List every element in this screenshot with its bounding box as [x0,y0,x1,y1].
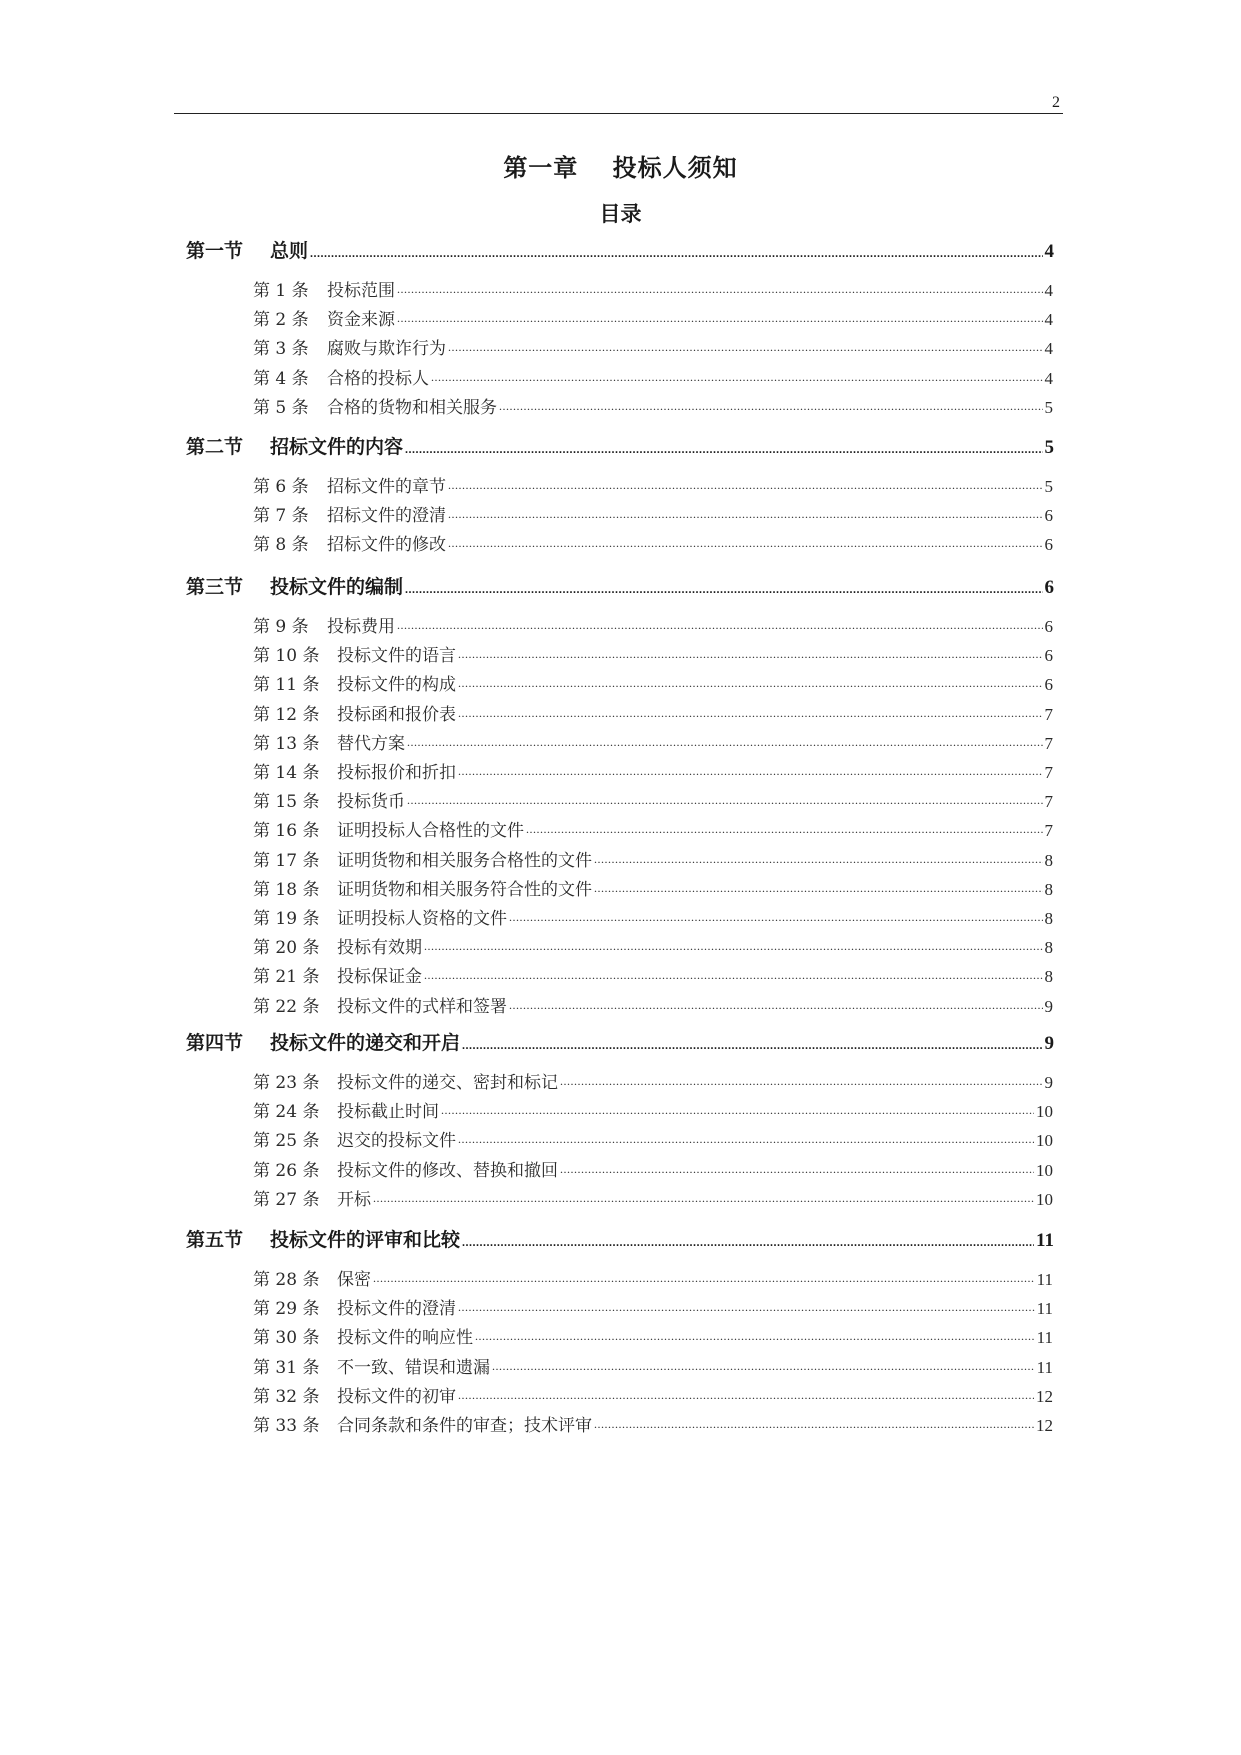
toc-dot-leader [397,311,1043,329]
toc-article-page: 6 [1044,535,1053,555]
toc-article-entry[interactable] [253,530,1053,554]
toc-article-number: 第 7 条 [253,506,309,526]
toc-article-entry[interactable] [253,501,1053,525]
toc-article-number: 第 6 条 [253,477,309,496]
toc-section-page: 4 [1044,241,1054,262]
header-rule [174,113,1063,114]
toc-article-entry[interactable] [253,1294,1053,1318]
toc-article-page: 8 [1044,879,1053,899]
toc-article-number: 第 11 条 [253,675,320,695]
toc-article-page: 11 [1036,1270,1053,1289]
toc-article-entry[interactable] [253,1126,1053,1150]
toc-article-number: 第 3 条 [253,339,309,359]
toc-article-entry[interactable] [253,904,1053,928]
toc-article-title: 投标报价和折扣 [337,763,456,782]
toc-dot-leader [526,822,1043,840]
toc-section-number: 第五节 [186,1229,244,1251]
toc-dot-leader [509,910,1043,928]
toc-dot-leader [458,676,1043,694]
toc-dot-leader [448,478,1043,496]
toc-article-entry[interactable] [253,1323,1053,1347]
toc-article-page: 4 [1044,368,1053,388]
toc-article-entry[interactable] [253,846,1053,870]
toc-article-page: 10 [1036,1160,1053,1180]
toc-article-page: 7 [1044,704,1053,724]
toc-article-title: 招标文件的章节 [327,477,446,496]
toc-article-title: 招标文件的修改 [327,535,446,555]
toc-dot-leader [441,1103,1034,1121]
toc-article-page: 7 [1044,733,1053,753]
toc-article-number: 第 5 条 [253,397,309,417]
toc-article-entry[interactable] [253,472,1053,496]
toc-article-title: 投标截止时间 [337,1102,439,1122]
toc-article-number: 第 15 条 [253,792,320,812]
toc-section-page: 6 [1044,577,1054,598]
toc-article-entry[interactable] [253,393,1053,417]
toc-article-entry[interactable] [253,1097,1053,1121]
toc-article-number: 第 25 条 [253,1131,320,1151]
toc-article-title: 合同条款和条件的审查；技术评审 [337,1416,592,1435]
toc-article-title: 投标文件的式样和签署 [337,996,507,1016]
toc-section-number: 第三节 [186,576,244,598]
toc-article-page: 5 [1044,397,1053,417]
toc-article-title: 招标文件的澄清 [327,506,446,526]
toc-section-entry[interactable] [186,1028,1054,1056]
toc-article-entry[interactable] [253,276,1053,300]
toc-article-page: 4 [1044,339,1053,359]
toc-section-number: 第一节 [186,240,244,262]
toc-section-entry[interactable] [186,572,1054,600]
toc-dot-leader [458,1388,1034,1406]
toc-dot-leader [424,968,1043,986]
toc-article-title: 开标 [337,1189,371,1209]
toc-section-number: 第二节 [186,436,244,458]
toc-section-title: 总则 [270,240,309,262]
toc-section-page: 9 [1044,1033,1054,1054]
toc-article-number: 第 20 条 [253,938,320,958]
toc-article-entry[interactable] [253,729,1053,753]
toc-dot-leader [448,340,1043,358]
toc-article-title: 不一致、错误和遗漏 [337,1357,490,1377]
toc-section-entry[interactable] [186,1225,1054,1253]
toc-article-number: 第 2 条 [253,310,309,330]
toc-dot-leader [431,370,1043,388]
toc-article-page: 6 [1044,617,1053,636]
toc-article-number: 第 31 条 [253,1357,320,1377]
toc-article-page: 4 [1044,281,1053,300]
toc-article-title: 投标文件的初审 [337,1386,456,1406]
toc-article-number: 第 19 条 [253,909,320,928]
page-number: 2 [1052,94,1060,111]
toc-article-title: 证明货物和相关服务合格性的文件 [337,850,592,870]
toc-article-entry[interactable] [253,1185,1053,1209]
toc-article-number: 第 28 条 [253,1270,320,1289]
toc-article-page: 7 [1044,763,1053,782]
toc-article-number: 第 22 条 [253,996,320,1016]
toc-article-number: 第 27 条 [253,1189,320,1209]
toc-article-number: 第 17 条 [253,850,320,870]
toc-article-title: 证明货物和相关服务符合性的文件 [337,879,592,899]
toc-dot-leader [397,282,1043,300]
toc-article-title: 投标有效期 [337,938,422,958]
toc-article-entry[interactable] [253,700,1053,724]
toc-article-entry[interactable] [253,1382,1053,1406]
toc-article-title: 投标文件的构成 [337,675,456,695]
toc-article-entry[interactable] [253,1265,1053,1289]
toc-article-entry[interactable] [253,962,1053,986]
toc-article-number: 第 12 条 [253,704,320,724]
toc-article-title: 投标保证金 [337,967,422,987]
toc-section-title: 投标文件的递交和开启 [270,1032,461,1054]
toc-dot-leader [499,399,1043,417]
toc-article-page: 5 [1044,477,1053,496]
toc-article-page: 8 [1044,938,1053,958]
toc-dot-leader [458,764,1043,782]
toc-article-entry[interactable] [253,1156,1053,1180]
toc-dot-leader [509,998,1043,1016]
toc-dot-leader [405,442,1042,460]
toc-article-number: 第 33 条 [253,1416,320,1435]
toc-article-title: 证明投标人合格性的文件 [337,821,524,841]
toc-dot-leader [492,1359,1035,1377]
toc-article-page: 7 [1044,821,1053,841]
toc-dot-leader [448,536,1043,554]
toc-section-title: 投标文件的编制 [270,576,404,598]
toc-article-title: 投标货币 [337,792,405,812]
toc-article-entry[interactable] [253,1353,1053,1377]
toc-article-number: 第 29 条 [253,1299,320,1319]
toc-dot-leader [475,1329,1035,1347]
toc-article-number: 第 14 条 [253,763,320,782]
toc-article-entry[interactable] [253,758,1053,782]
toc-article-entry[interactable] [253,816,1053,840]
toc-article-entry[interactable] [253,787,1053,811]
toc-article-page: 4 [1044,310,1053,330]
toc-section-page: 11 [1036,1230,1054,1251]
toc-article-entry[interactable] [253,334,1053,358]
toc-section-entry[interactable] [186,432,1054,460]
toc-article-page: 8 [1044,967,1053,987]
toc-article-page: 11 [1036,1357,1053,1377]
toc-article-page: 11 [1036,1299,1053,1319]
toc-article-page: 6 [1044,675,1053,695]
toc-dot-leader [310,246,1042,264]
toc-heading: 目录 [599,202,642,226]
toc-article-number: 第 4 条 [253,368,309,388]
toc-article-number: 第 26 条 [253,1160,320,1180]
toc-article-title: 投标费用 [327,617,395,636]
toc-article-title: 投标文件的语言 [337,646,456,666]
toc-article-page: 12 [1036,1416,1053,1435]
toc-dot-leader [462,1038,1042,1056]
toc-article-title: 投标函和报价表 [337,704,456,724]
toc-dot-leader [458,1300,1035,1318]
toc-dot-leader [560,1162,1034,1180]
toc-article-page: 6 [1044,506,1053,526]
toc-article-page: 10 [1036,1131,1053,1151]
toc-article-page: 8 [1044,909,1053,928]
toc-article-title: 替代方案 [337,733,405,753]
toc-dot-leader [405,582,1042,600]
toc-article-number: 第 8 条 [253,535,309,555]
toc-dot-leader [458,1132,1034,1150]
chapter-title: 第一章 投标人须知 [503,154,738,182]
toc-article-entry[interactable] [253,875,1053,899]
toc-article-title: 合格的投标人 [327,368,429,388]
toc-dot-leader [397,618,1043,636]
toc-article-number: 第 21 条 [253,967,320,987]
toc-article-title: 投标文件的澄清 [337,1299,456,1319]
toc-article-title: 投标文件的递交、密封和标记 [337,1073,558,1092]
toc-article-page: 6 [1044,646,1053,666]
toc-section-page: 5 [1044,437,1054,458]
toc-article-number: 第 13 条 [253,733,320,753]
toc-article-entry[interactable] [253,1411,1053,1435]
toc-dot-leader [373,1191,1034,1209]
toc-article-page: 11 [1036,1328,1053,1348]
toc-article-entry[interactable] [253,641,1053,665]
toc-dot-leader [373,1271,1035,1289]
toc-article-page: 12 [1036,1386,1053,1406]
toc-article-title: 投标范围 [327,281,395,300]
toc-dot-leader [407,735,1043,753]
toc-article-title: 资金来源 [327,310,395,330]
toc-article-number: 第 1 条 [253,281,309,300]
toc-article-entry[interactable] [253,612,1053,636]
toc-dot-leader [458,647,1043,665]
toc-article-page: 8 [1044,850,1053,870]
toc-dot-leader [560,1074,1043,1092]
toc-dot-leader [594,1417,1034,1435]
toc-dot-leader [448,507,1043,525]
toc-article-number: 第 9 条 [253,617,309,636]
toc-article-title: 腐败与欺诈行为 [327,339,446,359]
toc-article-page: 9 [1044,1073,1053,1092]
table-of-contents [0,236,1241,1586]
toc-section-title: 招标文件的内容 [270,436,404,458]
toc-dot-leader [458,706,1043,724]
toc-section-entry[interactable] [186,236,1054,264]
toc-article-title: 迟交的投标文件 [337,1131,456,1151]
toc-article-page: 7 [1044,792,1053,812]
toc-section-title: 投标文件的评审和比较 [270,1229,461,1251]
toc-article-number: 第 23 条 [253,1073,320,1092]
toc-article-number: 第 16 条 [253,821,320,841]
toc-dot-leader [424,939,1043,957]
toc-article-number: 第 18 条 [253,879,320,899]
toc-article-page: 10 [1036,1102,1053,1122]
toc-article-title: 投标文件的修改、替换和撤回 [337,1160,558,1180]
toc-article-number: 第 32 条 [253,1386,320,1406]
toc-article-number: 第 30 条 [253,1328,320,1348]
toc-article-number: 第 10 条 [253,646,320,666]
toc-article-entry[interactable] [253,1068,1053,1092]
toc-dot-leader [594,852,1043,870]
toc-article-entry[interactable] [253,305,1053,329]
toc-article-entry[interactable] [253,670,1053,694]
toc-article-title: 合格的货物和相关服务 [327,397,497,417]
toc-article-page: 9 [1044,996,1053,1016]
toc-article-title: 投标文件的响应性 [337,1328,473,1348]
toc-article-number: 第 24 条 [253,1102,320,1122]
toc-section-number: 第四节 [186,1032,244,1054]
toc-dot-leader [407,793,1043,811]
toc-article-page: 10 [1036,1189,1053,1209]
toc-article-title: 证明投标人资格的文件 [337,909,507,928]
toc-dot-leader [462,1235,1034,1253]
toc-article-entry[interactable] [253,933,1053,957]
toc-article-entry[interactable] [253,364,1053,388]
toc-article-entry[interactable] [253,992,1053,1016]
toc-dot-leader [594,881,1043,899]
toc-article-title: 保密 [337,1270,371,1289]
